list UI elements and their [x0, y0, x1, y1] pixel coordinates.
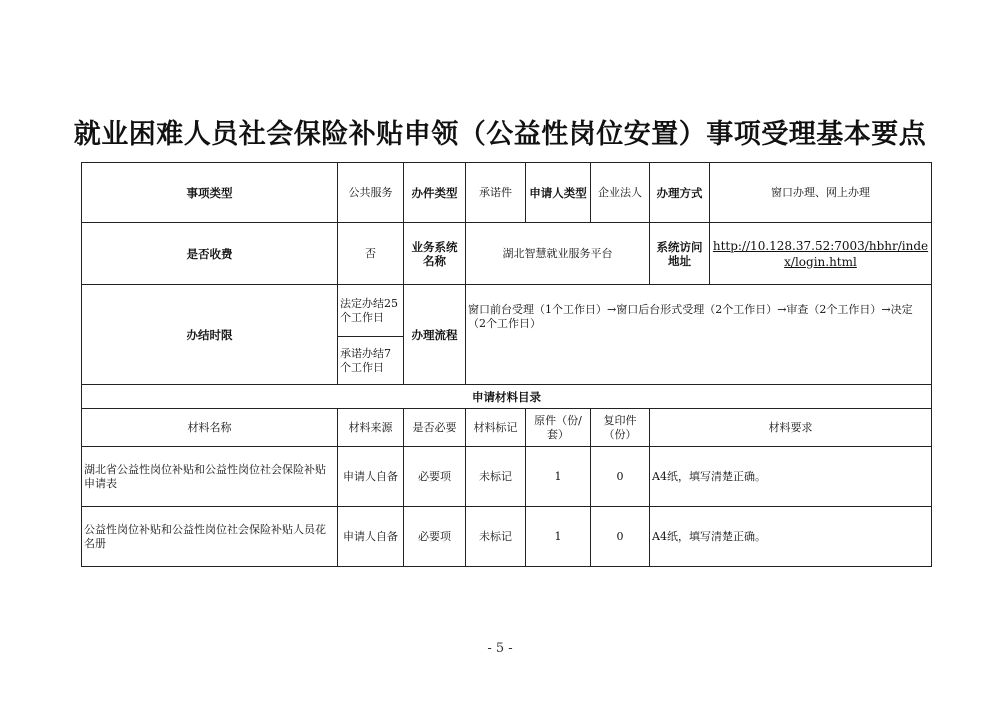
applicant-type-label: 申请人类型 [526, 163, 591, 223]
material-mark: 未标记 [466, 447, 526, 507]
header-original-count: 原件（份/套） [526, 409, 591, 447]
material-requirement: A4纸，填写清楚正确。 [650, 507, 932, 567]
material-original: 1 [526, 507, 591, 567]
fee-label: 是否收费 [82, 223, 338, 285]
header-material-name: 材料名称 [82, 409, 338, 447]
material-name: 湖北省公益性岗位补贴和公益性岗位社会保险补贴申请表 [82, 447, 338, 507]
material-original: 1 [526, 447, 591, 507]
materials-header-row [82, 409, 932, 447]
applicant-type-value: 企业法人 [591, 163, 650, 223]
system-name-value: 湖北智慧就业服务平台 [466, 223, 650, 285]
process-label: 办理流程 [404, 285, 466, 385]
row-materials-section [82, 385, 932, 409]
handle-type-label: 办件类型 [404, 163, 466, 223]
material-requirement: A4纸，填写清楚正确。 [650, 447, 932, 507]
material-required: 必要项 [404, 507, 466, 567]
item-type-label: 事项类型 [82, 163, 338, 223]
material-required: 必要项 [404, 447, 466, 507]
system-url-link[interactable]: http://10.128.37.52:7003/hbhr/index/login.html [710, 223, 932, 285]
row-time-limit-legal [82, 285, 932, 337]
material-source: 申请人自备 [338, 507, 404, 567]
materials-section-title: 申请材料目录 [82, 385, 932, 409]
legal-limit-value: 法定办结25个工作日 [338, 285, 404, 337]
row-item-type [82, 163, 932, 223]
process-value: 窗口前台受理（1个工作日）→窗口后台形式受理（2个工作日）→审查（2个工作日）→决定（2个工作日） [466, 285, 932, 385]
material-mark: 未标记 [466, 507, 526, 567]
time-limit-label: 办结时限 [82, 285, 338, 385]
fee-value: 否 [338, 223, 404, 285]
material-copy: 0 [591, 507, 650, 567]
page-title: 就业困难人员社会保险补贴申领（公益性岗位安置）事项受理基本要点 [73, 119, 927, 150]
requirements-table [81, 162, 932, 567]
item-type-value: 公共服务 [338, 163, 404, 223]
system-url-label: 系统访问地址 [650, 223, 710, 285]
row-fee [82, 223, 932, 285]
page-number: - 5 - [487, 641, 513, 656]
header-material-source: 材料来源 [338, 409, 404, 447]
header-material-requirement: 材料要求 [650, 409, 932, 447]
table-row [82, 507, 932, 567]
promised-limit-value: 承诺办结7个工作日 [338, 337, 404, 385]
header-required: 是否必要 [404, 409, 466, 447]
header-material-mark: 材料标记 [466, 409, 526, 447]
header-copy-count: 复印件（份） [591, 409, 650, 447]
material-source: 申请人自备 [338, 447, 404, 507]
handle-method-label: 办理方式 [650, 163, 710, 223]
material-copy: 0 [591, 447, 650, 507]
handle-type-value: 承诺件 [466, 163, 526, 223]
handle-method-value: 窗口办理、网上办理 [710, 163, 932, 223]
system-name-label: 业务系统名称 [404, 223, 466, 285]
table-row [82, 447, 932, 507]
material-name: 公益性岗位补贴和公益性岗位社会保险补贴人员花名册 [82, 507, 338, 567]
